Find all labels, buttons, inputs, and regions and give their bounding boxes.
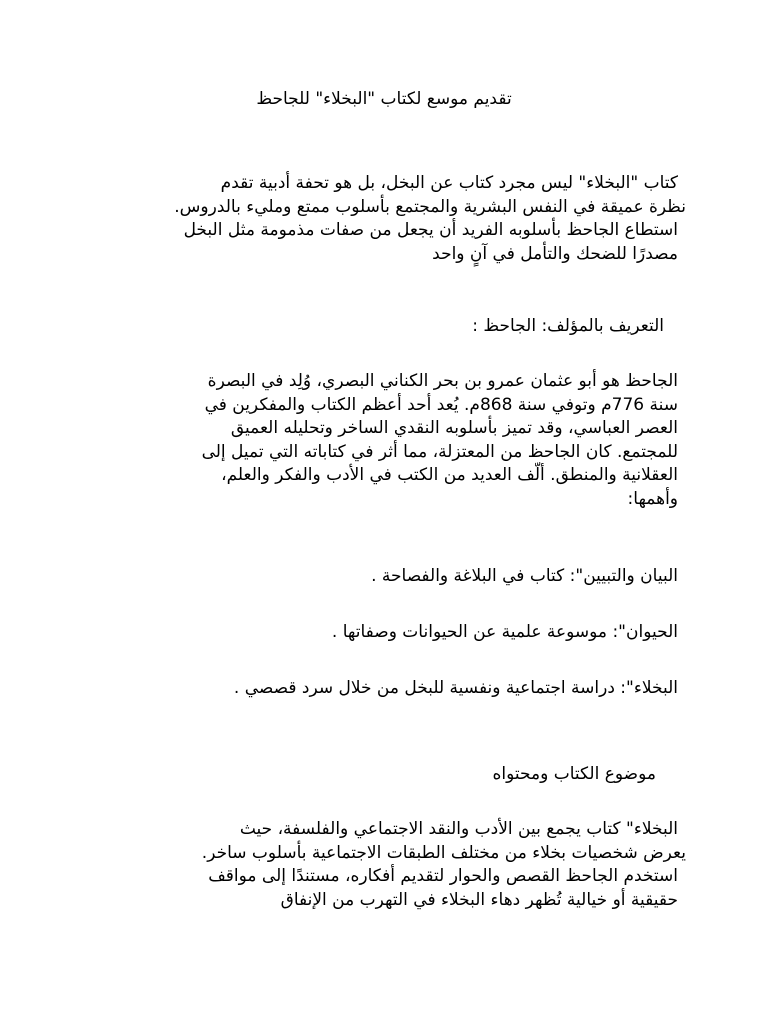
content-heading: موضوع الكتاب ومحتواه: [492, 764, 656, 784]
content-paragraph: [78, 818, 686, 912]
content-line: حقيقية أو خيالية تُظهر دهاء البخلاء في التهرب من الإنفاق: [280, 889, 678, 910]
document-title: تقديم موسع لكتاب "البخلاء" للجاحظ: [256, 89, 512, 109]
intro-line: استطاع الجاحظ بأسلوبه الفريد أن يجعل من صفات مذمومة مثل البخل: [183, 220, 678, 240]
intro-line: مصدرًا للضحك والتأمل في آنٍ واحد: [432, 243, 678, 264]
author-line: للمجتمع. كان الجاحظ من المعتزلة، مما أثر في كتاباته التي تميل إلى: [201, 441, 678, 462]
intro-paragraph: [78, 172, 686, 266]
works-item: الحيوان": موسوعة علمية عن الحيوانات وصفاتها .: [331, 622, 678, 642]
works-item: البخلاء": دراسة اجتماعية ونفسية للبخل من خلال سرد قصصي .: [233, 678, 678, 698]
intro-line: نظرة عميقة في النفس البشرية والمجتمع بأسلوب ممتع ومليء بالدروس.: [174, 196, 686, 217]
intro-line: كتاب "البخلاء" ليس مجرد كتاب عن البخل، بل هو تحفة أدبية تقدم: [220, 173, 678, 193]
works-item: البيان والتبيين": كتاب في البلاغة والفصاحة .: [371, 566, 678, 586]
author-paragraph: [78, 370, 678, 511]
author-line: العصر العباسي، وقد تميز بأسلوبه النقدي الساخر وتحليله العميق: [230, 418, 678, 438]
content-line: يعرض شخصيات بخلاء من مختلف الطبقات الاجتماعية بأسلوب ساخر.: [201, 842, 686, 863]
author-heading: التعريف بالمؤلف: الجاحظ :: [472, 316, 664, 336]
content-line: البخلاء" كتاب يجمع بين الأدب والنقد الاجتماعي والفلسفة، حيث: [239, 819, 678, 839]
author-line: وأهمها:: [627, 488, 678, 509]
author-line: الجاحظ هو أبو عثمان عمرو بن بحر الكناني البصري، وُلِد في البصرة: [207, 371, 678, 391]
content-line: استخدم الجاحظ القصص والحوار لتقديم أفكاره، مستندًا إلى مواقف: [208, 866, 678, 886]
author-line: العقلانية والمنطق. ألّف العديد من الكتب في الأدب والفكر والعلم،: [221, 465, 678, 485]
author-line: سنة 776م وتوفي سنة 868م. يُعد أحد أعظم الكتاب والمفكرين في: [204, 394, 678, 415]
